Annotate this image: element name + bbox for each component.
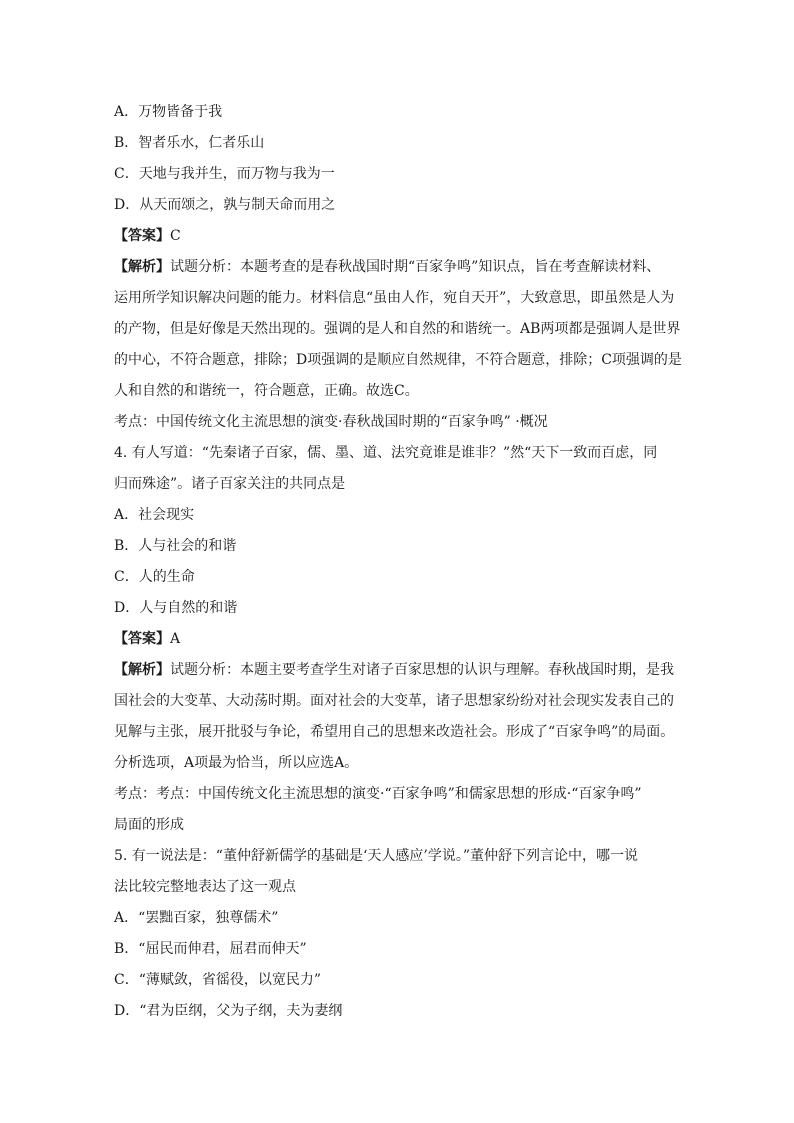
q5-stem-line-2: 法比较完整地表达了这一观点 (114, 879, 296, 895)
q4-option-c: C．人的生命 (114, 569, 195, 585)
q4-kaodian-line-2: 局面的形成 (114, 817, 184, 833)
q4-kaodian-line-1: 考点：考点：中国传统文化主流思想的演变·“百家争鸣”和儒家思想的形成·“百家争鸣” (114, 786, 642, 802)
q4-stem-line-1: 4. 有人写道：“先秦诸子百家，儒、墨、道、法究竟谁是谁非？”然“天下一致而百虑，同 (114, 445, 658, 461)
q3-analysis-label: 【解析】 (114, 259, 170, 275)
q4-answer-label: 【答案】 (114, 631, 170, 647)
q3-analysis-line-2: 运用所学知识解决问题的能力。材料信息“虽由人作，宛自天开”，大致意思，即虽然是人为 (114, 290, 675, 306)
q3-analysis-line-1 (114, 257, 660, 277)
q5-option-a: A．“罢黜百家，独尊儒术” (114, 910, 279, 926)
q4-analysis-line-1 (114, 660, 674, 680)
q3-analysis-line-5: 人和自然的和谐统一，符合题意，正确。故选C。 (114, 383, 419, 399)
q5-option-c: C．“薄赋敛，省徭役，以宽民力” (114, 972, 322, 988)
q5-stem-line-1: 5. 有一说法是：“董仲舒新儒学的基础是‘天人感应’学说。”董仲舒下列言论中，哪一说 (114, 848, 639, 864)
q3-analysis-line-3: 的产物，但是好像是天然出现的。强调的是人和自然的和谐统一。AB两项都是强调人是世界 (114, 321, 681, 337)
q3-option-b: B．智者乐水，仁者乐山 (114, 135, 265, 151)
q5-option-d: D．“君为臣纲，父为子纲，夫为妻纲 (114, 1003, 343, 1019)
q3-answer-value: C (170, 228, 181, 244)
q3-option-c: C．天地与我并生，而万物与我为一 (114, 166, 335, 182)
q3-answer (114, 226, 181, 246)
q4-analysis-line-2: 国社会的大变革、大动荡时期。面对社会的大变革，诸子思想家纷纷对社会现实发表自己的 (114, 693, 674, 709)
q4-analysis-line-3: 见解与主张，展开批驳与争论，希望用自己的思想来改造社会。形成了“百家争鸣”的局面。 (114, 724, 675, 740)
q3-option-d: D．从天而颂之，孰与制天命而用之 (114, 197, 336, 213)
q3-kaodian: 考点：中国传统文化主流思想的演变·春秋战国时期的“百家争鸣” ·概况 (114, 414, 548, 430)
q4-stem-line-2: 归而殊途”。诸子百家关注的共同点是 (114, 476, 346, 492)
q4-analysis-label: 【解析】 (114, 662, 170, 678)
q4-option-d: D．人与自然的和谐 (114, 600, 238, 616)
q4-answer (114, 629, 180, 649)
q4-analysis-text-1: 试题分析：本题主要考查学生对诸子百家思想的认识与理解。春秋战国时期，是我 (170, 662, 674, 678)
q4-option-a: A．社会现实 (114, 507, 195, 523)
q4-answer-value: A (170, 631, 181, 647)
q3-answer-label: 【答案】 (114, 228, 170, 244)
q3-option-a: A．万物皆备于我 (114, 104, 223, 120)
q4-option-b: B．人与社会的和谐 (114, 538, 237, 554)
q3-analysis-line-4: 的中心，不符合题意，排除；D项强调的是顺应自然规律，不符合题意，排除；C项强调的是 (114, 352, 682, 368)
q5-option-b: B．“屈民而伸君，屈君而伸天” (114, 941, 307, 957)
q3-analysis-text-1: 试题分析：本题考查的是春秋战国时期“百家争鸣”知识点，旨在考查解读材料、 (170, 259, 661, 275)
q4-analysis-line-4: 分析选项，A项最为恰当，所以应选A。 (114, 755, 359, 771)
